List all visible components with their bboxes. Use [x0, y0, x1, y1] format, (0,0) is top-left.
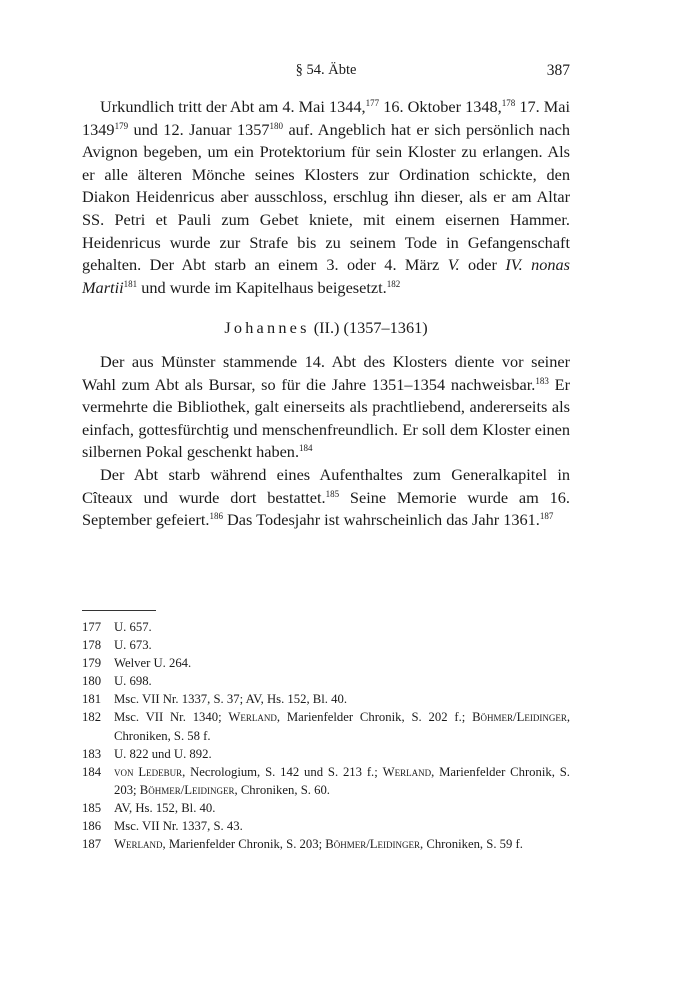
footnote-text [114, 817, 570, 835]
footnote-ref[interactable]: 181 [123, 278, 138, 289]
text-run: Urkundlich tritt der Abt am 4. Mai 1344, [100, 97, 366, 116]
footnote-ref[interactable]: 186 [209, 511, 223, 522]
johannes-section [82, 351, 570, 532]
footnote-ref[interactable]: 183 [535, 375, 549, 386]
footnote [82, 745, 570, 763]
italic-run: V. [447, 255, 460, 275]
footnotes-list [82, 618, 570, 853]
footnote [82, 672, 570, 690]
text-run: Seine Memorie wurde am 16. September gefeiert. [82, 487, 570, 530]
text-run: Msc. VII Nr. 1337, S. 37; AV, Hs. 152, Bl. 40. [114, 692, 347, 707]
footnote-number: 177 [82, 620, 102, 634]
text-run: U. 698. [114, 674, 152, 689]
footnote-text [114, 618, 570, 636]
text-run: Msc. VII Nr. 1340; [114, 710, 229, 725]
text-run: U. 673. [114, 638, 152, 653]
footnote-text [114, 835, 570, 853]
author-name: von Ledebur [114, 764, 183, 779]
author-name: Böhmer/Leidinger [325, 837, 421, 852]
footnote-number: 184 [82, 764, 102, 779]
text-run: Das Todesjahr ist wahrscheinlich das Jahr 1361. [222, 510, 540, 530]
heading-name: Johannes [224, 318, 310, 337]
paragraph [82, 96, 570, 299]
footnote-number: 185 [82, 800, 102, 815]
text-run: U. 822 und U. 892. [114, 746, 212, 761]
running-head-title: § 54. Äbte [295, 62, 357, 78]
footnote-number: 186 [82, 819, 102, 834]
text-run: Msc. VII Nr. 1337, S. 43. [114, 819, 243, 834]
footnote [82, 817, 570, 835]
footnote-number: 181 [82, 692, 102, 707]
footnote-ref[interactable]: 179 [114, 120, 129, 131]
footnote-text [114, 654, 570, 672]
text-run: , Marienfelder Chronik, S. 202 f.; [276, 710, 473, 725]
footnote [82, 654, 570, 672]
text-run: U. 657. [114, 620, 152, 634]
footnote-ref[interactable]: 184 [299, 443, 313, 454]
footnote-ref[interactable]: 185 [325, 488, 340, 499]
footnote-text [114, 636, 570, 654]
italic-run: IV. nonas Martii [82, 255, 570, 297]
section-heading [82, 318, 570, 338]
footnote-ref[interactable]: 178 [501, 98, 516, 108]
footnote-text [114, 745, 570, 763]
paragraph [82, 351, 570, 464]
footnote [82, 618, 570, 636]
text-run: und wurde im Kapitelhaus beigesetzt. [137, 277, 387, 297]
text-run: auf. Angeblich hat er sich persönlich nach Avignon begeben, um ein Protektorium für sein Kloster zu erlangen. Als er alle älteren Mönche seines Klosters zur Ordination schickte, den Diakon Heidenricus aber ausschloss, erschlug ihn dieser, als er am Altar SS. Petri et Pauli zum Gebet kniete, mit einem eisernen Hammer. Heidenricus wurde zur Strafe bis zu seinem Tode in Gefangenschaft gehalten. Der Abt starb an einem 3. oder 4. März [82, 119, 570, 275]
footnote-text [114, 763, 570, 799]
author-name: Werland [382, 764, 432, 779]
footnote-text [114, 799, 570, 817]
footnote [82, 636, 570, 654]
abbot-previous-section [82, 96, 570, 299]
paragraph [82, 464, 570, 532]
author-name: Böhmer/Leidinger [472, 710, 567, 725]
text-run: 16. Oktober 1348, [379, 97, 502, 116]
text-run: , Marienfelder Chronik, S. 203; [114, 764, 570, 797]
footnote-ref[interactable]: 182 [386, 278, 401, 289]
footnote-number: 178 [82, 638, 102, 653]
footnote-ref[interactable]: 177 [365, 98, 380, 108]
author-name: Böhmer/Leidinger [139, 782, 235, 797]
text-run: , Necrologium, S. 142 und S. 213 f.; [182, 764, 383, 779]
footnote-number: 182 [82, 710, 102, 725]
footnote-text [114, 672, 570, 690]
text-run: und 12. Januar 1357 [128, 119, 270, 139]
text-run: Er vermehrte die Bibliothek, galt einerseits als prachtliebend, andererseits als einfach, gottesfürchtig und menschenfreundlich. Er soll dem Kloster einen silbernen Pokal geschenkt haben. [82, 374, 570, 462]
text-run: , Chroniken, S. 59 f. [420, 837, 523, 852]
footnote-text [114, 690, 570, 708]
footnote-number: 179 [82, 656, 102, 671]
footnote [82, 763, 570, 799]
footnote-ref[interactable]: 187 [539, 511, 554, 522]
author-name: Werland [228, 710, 277, 725]
text-run: , Chroniken, S. 58 f. [114, 710, 570, 743]
text-run: , Marienfelder Chronik, S. 203; [162, 837, 326, 852]
running-head [82, 62, 570, 82]
text-run: oder [459, 255, 506, 275]
footnote-text [114, 708, 570, 744]
text-run: Welver U. 264. [114, 656, 192, 671]
text-run: , Chroniken, S. 60. [234, 782, 330, 797]
footnote-ref[interactable]: 180 [269, 120, 284, 131]
text-run: 17. Mai 1349 [82, 97, 571, 139]
text-run: Der Abt starb während eines Aufenthaltes zum Generalkapitel in Cîteaux und wurde dort bestattet. [82, 464, 570, 507]
footnote-number: 180 [82, 674, 102, 689]
footnote-separator [82, 610, 156, 611]
text-run: AV, Hs. 152, Bl. 40. [114, 800, 216, 815]
footnote [82, 708, 570, 744]
page-number: 387 [546, 62, 570, 79]
heading-dates: (II.) (1357–1361) [309, 318, 428, 337]
text-run: Der aus Münster stammende 14. Abt des Klosters diente vor seiner Wahl zum Abt als Bursar, so für die Jahre 1351–1354 nachweisbar. [82, 352, 570, 394]
footnote-number: 183 [82, 746, 102, 761]
footnote [82, 690, 570, 708]
footnote [82, 835, 570, 853]
author-name: Werland [114, 837, 163, 852]
footnote-number: 187 [82, 837, 102, 852]
footnote [82, 799, 570, 817]
